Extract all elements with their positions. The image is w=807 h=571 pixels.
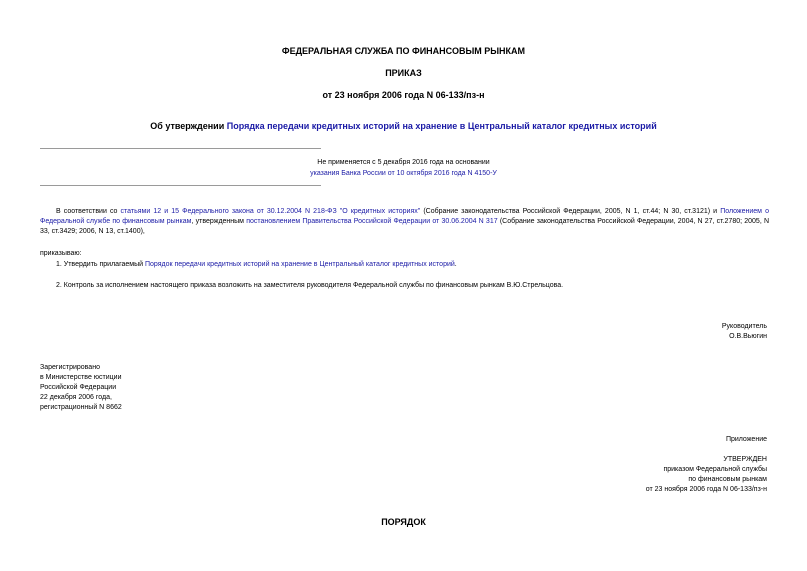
divider-top: [40, 148, 321, 149]
divider-bottom: [40, 185, 321, 186]
section-title: ПОРЯДОК: [381, 517, 426, 527]
decree-link[interactable]: постановлением Правительства Российской Федерации от 30.06.2004 N 317: [246, 218, 498, 225]
title-prefix: Об утверждении: [150, 121, 227, 131]
notice-link[interactable]: указания Банка России от 10 октября 2016 года N 4150-У: [310, 170, 497, 177]
order-item-2: 2. Контроль за исполнением настоящего приказа возложить на заместителя руководителя Федеральной службы по финансовым рынкам В.Ю.Стрельцова.: [56, 282, 564, 289]
notice-line1: Не применяется с 5 декабря 2016 года на основании: [317, 159, 490, 166]
order-word: приказываю:: [40, 250, 82, 257]
preamble-text-3: , утвержденным: [191, 218, 247, 225]
approval-block: [646, 455, 767, 495]
appendix-label: Приложение: [725, 436, 767, 443]
item-1-suffix: .: [454, 261, 457, 268]
preamble: [40, 207, 769, 237]
preamble-text-1: В соответствии со: [56, 208, 121, 215]
approval-line: приказом Федеральной службы: [663, 466, 767, 473]
order-item-1: [56, 260, 769, 270]
registration-line: Российской Федерации: [40, 384, 117, 391]
approval-line: от 23 ноября 2006 года N 06-133/пз-н: [645, 486, 767, 493]
signer-name: О.В.Вьюгин: [729, 333, 767, 340]
doc-title: [0, 121, 807, 131]
doc-type: ПРИКАЗ: [385, 68, 422, 78]
doc-date-number: от 23 ноября 2006 года N 06-133/пз-н: [322, 90, 485, 100]
registration-line: 22 декабря 2006 года,: [40, 394, 112, 401]
registration-line: регистрационный N 8662: [40, 404, 122, 411]
title-link[interactable]: Порядка передачи кредитных историй на хранение в Центральный каталог кредитных историй: [226, 121, 657, 131]
registration-block: [40, 363, 122, 413]
registration-line: Зарегистрировано: [40, 364, 100, 371]
approved-word: УТВЕРЖДЕН: [723, 456, 767, 463]
preamble-text-4: (Собрание законодательства Российской Федерации, 2004, N 27, ст.2780; 2005, N 33, ст.3429; 2006, N 13, ст.1400),: [40, 218, 770, 235]
signer-role: Руководитель: [721, 323, 767, 330]
law-link[interactable]: статьями 12 и 15 Федерального закона от 30.12.2004 N 218-ФЗ "О кредитных историях": [120, 208, 421, 215]
preamble-text-2: (Собрание законодательства Российской Федерации, 2005, N 1, ст.44; N 30, ст.3121) и: [420, 208, 721, 215]
item-1-text: 1. Утвердить прилагаемый: [56, 261, 145, 268]
registration-line: в Министерстве юстиции: [40, 374, 122, 381]
procedure-link[interactable]: Порядок передачи кредитных историй на хранение в Центральный каталог кредитных историй: [144, 261, 455, 268]
approval-line: по финансовым рынкам: [688, 476, 767, 483]
regulation-link[interactable]: Положением о Федеральной службе по финансовым рынкам: [40, 208, 769, 225]
org-name: ФЕДЕРАЛЬНАЯ СЛУЖБА ПО ФИНАНСОВЫМ РЫНКАМ: [281, 46, 526, 56]
